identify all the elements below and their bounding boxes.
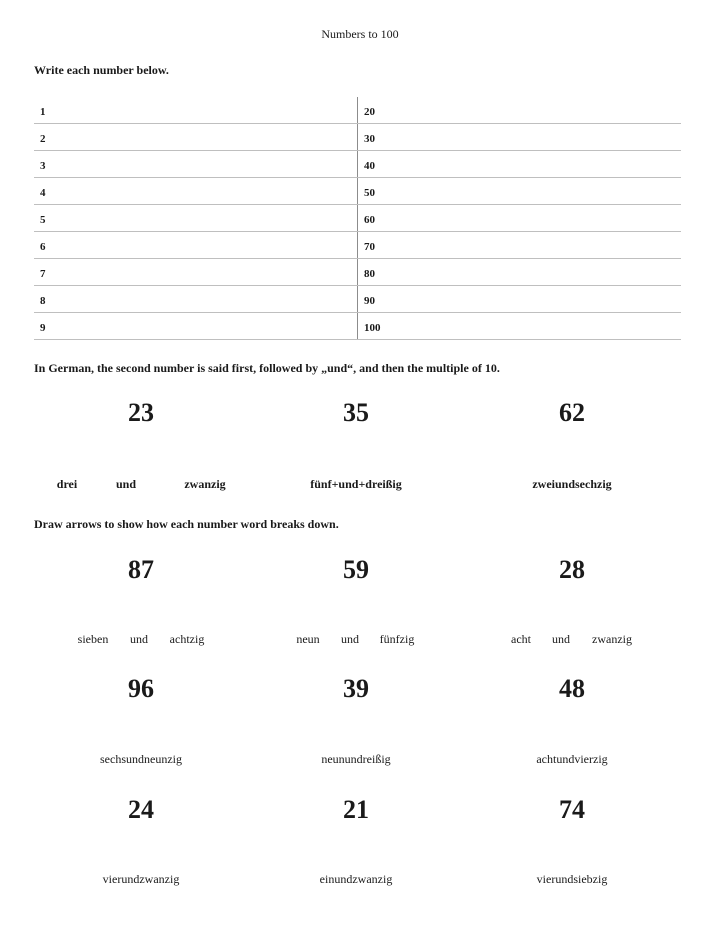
table-cell-left: 8	[40, 295, 46, 307]
table-cell-left: 5	[40, 214, 46, 226]
table-cell-right: 80	[364, 268, 375, 280]
example-word-part: und	[115, 477, 137, 491]
instruction-german-order: In German, the second number is said first, followed by „und“, and then the multiple of 10.	[34, 361, 500, 375]
instruction-draw-arrows: Draw arrows to show how each number word breaks down.	[34, 517, 339, 531]
exercise-word: sechsundneunzig	[100, 752, 182, 766]
table-cell-left: 9	[40, 322, 46, 334]
table-row	[34, 97, 681, 124]
table-row	[34, 313, 681, 340]
table-cell-right: 40	[364, 160, 375, 172]
table-cell-left: 6	[40, 241, 46, 253]
exercise-number: 28	[559, 555, 585, 584]
exercise-number: 48	[559, 674, 585, 703]
exercise-word-part: neun	[296, 632, 320, 646]
table-row	[34, 259, 681, 286]
exercise-word-part: fünfzig	[379, 632, 415, 646]
table-cell-right: 30	[364, 133, 375, 145]
table-row	[34, 286, 681, 313]
table-cell-right: 20	[364, 106, 375, 118]
instruction-write-numbers: Write each number below.	[34, 63, 169, 77]
table-row	[34, 124, 681, 151]
exercise-number: 21	[343, 795, 369, 824]
example-word: zweiundsechzig	[532, 477, 612, 491]
example-word-part: zwanzig	[184, 477, 226, 491]
example-word-part: drei	[56, 477, 78, 491]
example-number-2: 35	[343, 398, 369, 427]
exercise-word: neunundreißig	[321, 752, 391, 766]
table-cell-left: 3	[40, 160, 46, 172]
table-row	[34, 205, 681, 232]
table-row	[34, 232, 681, 259]
table-cell-left: 4	[40, 187, 46, 199]
number-table	[34, 97, 681, 340]
exercise-word: einundzwanzig	[319, 872, 393, 886]
table-row	[34, 151, 681, 178]
table-cell-left: 2	[40, 133, 46, 145]
table-cell-right: 90	[364, 295, 375, 307]
exercise-word: vierundzwanzig	[102, 872, 180, 886]
table-row	[34, 178, 681, 205]
exercise-word-part: acht	[511, 632, 531, 646]
exercise-number: 59	[343, 555, 369, 584]
example-number-3: 62	[559, 398, 585, 427]
exercise-number: 74	[559, 795, 585, 824]
table-cell-right: 100	[364, 322, 381, 334]
exercise-word: achtundvierzig	[536, 752, 608, 766]
page-title: Numbers to 100	[321, 27, 399, 41]
exercise-word-part: sieben	[77, 632, 109, 646]
exercise-number: 87	[128, 555, 154, 584]
exercise-word-part: achtzig	[169, 632, 205, 646]
example-number-1: 23	[128, 398, 154, 427]
exercise-word-part: und	[552, 632, 570, 646]
exercise-word-part: zwanzig	[592, 632, 632, 646]
exercise-number: 96	[128, 674, 154, 703]
table-cell-right: 70	[364, 241, 375, 253]
exercise-number: 24	[128, 795, 154, 824]
table-cell-right: 60	[364, 214, 375, 226]
exercise-word: vierundsiebzig	[536, 872, 608, 886]
table-cell-left: 1	[40, 106, 46, 118]
exercise-word-part: und	[341, 632, 359, 646]
exercise-word-part: und	[130, 632, 148, 646]
table-cell-left: 7	[40, 268, 46, 280]
exercise-number: 39	[343, 674, 369, 703]
example-word: fünf+und+dreißig	[310, 477, 402, 491]
table-cell-right: 50	[364, 187, 375, 199]
